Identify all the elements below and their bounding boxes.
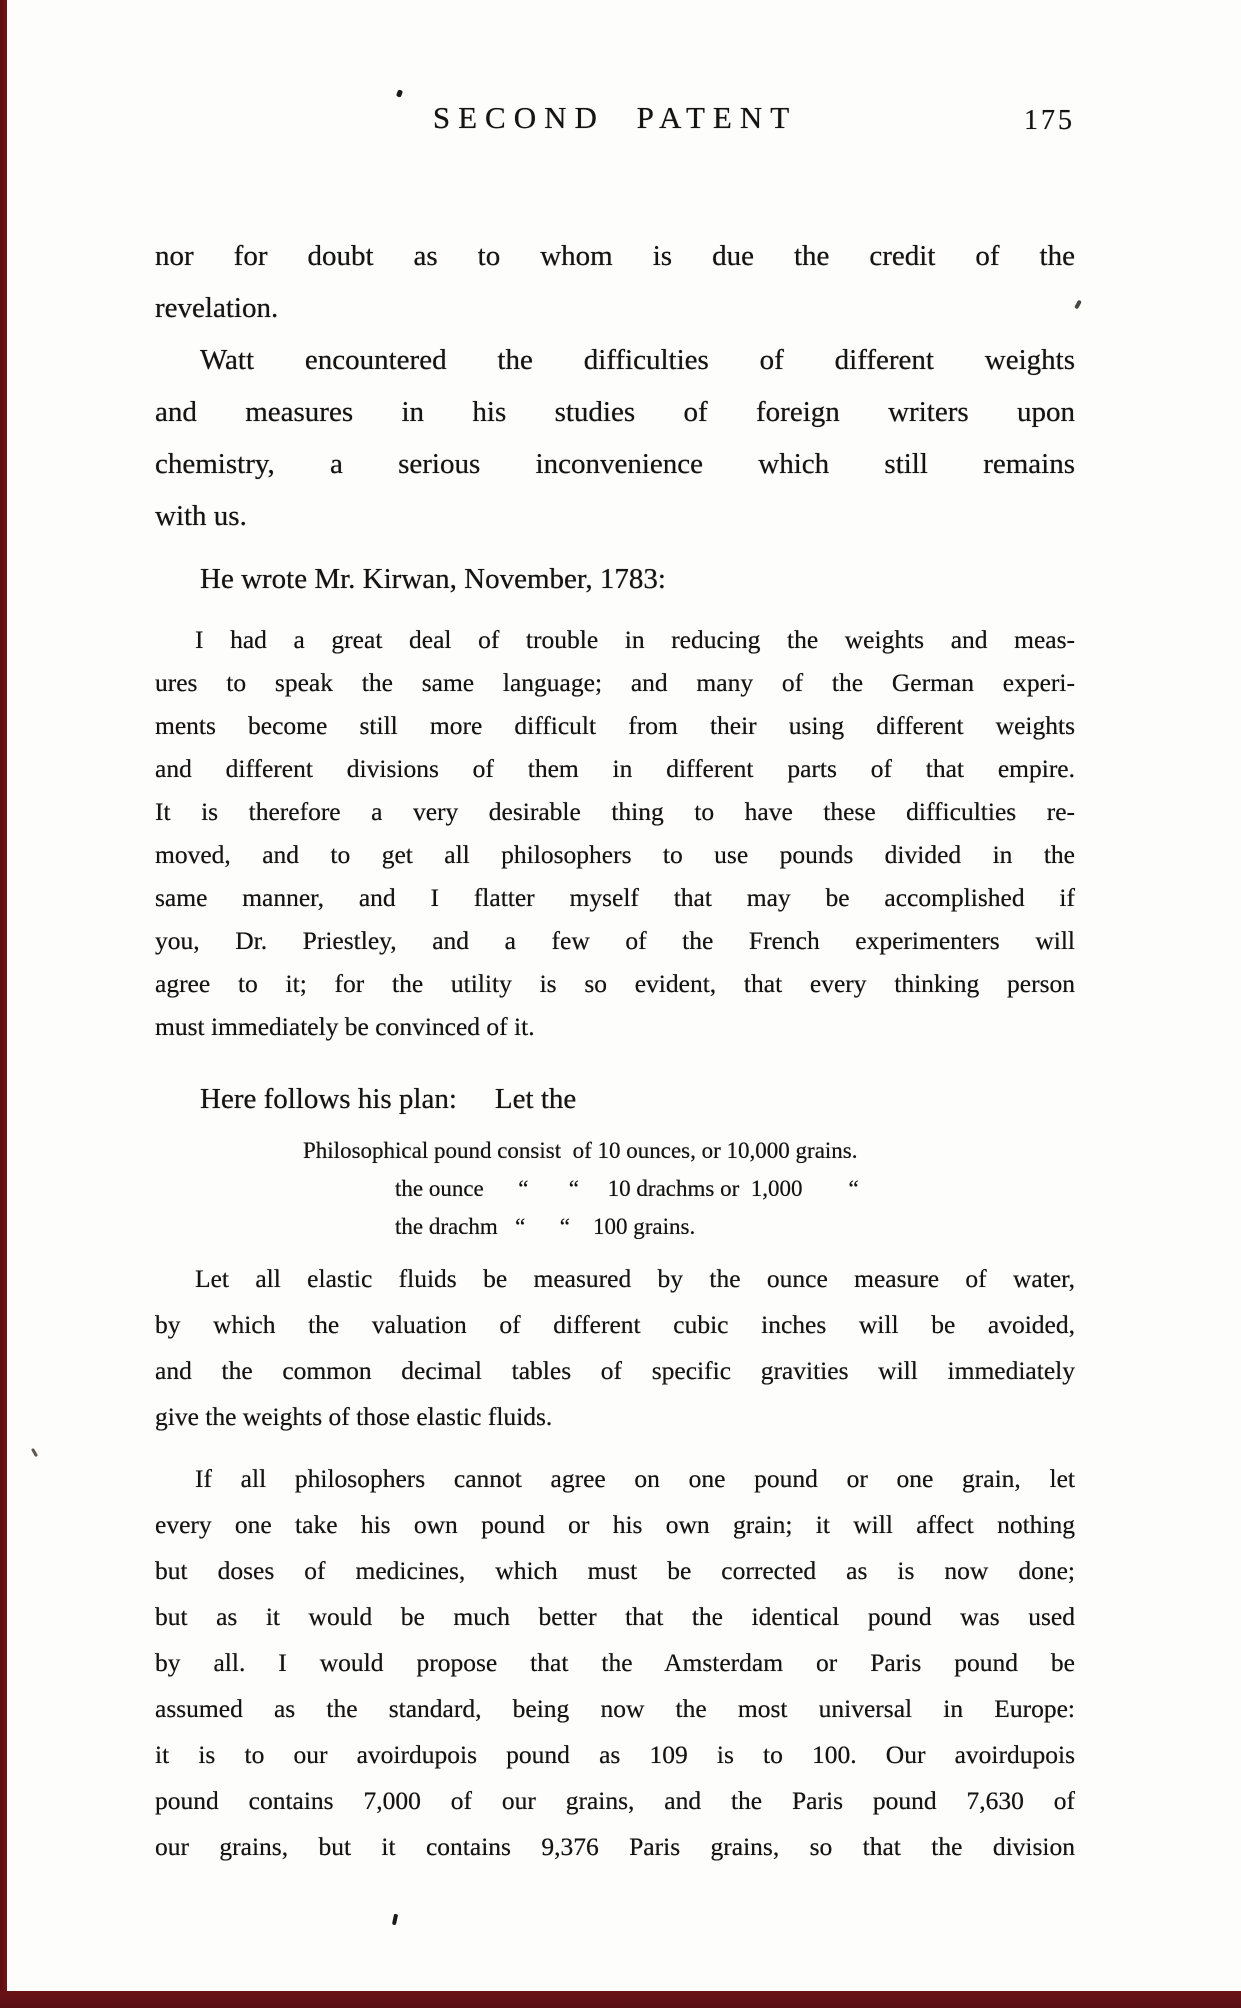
page-title: SECOND PATENT: [432, 100, 798, 135]
plan-row-ounce: the ounce “ “ 10 drachms or 1,000 “: [395, 1176, 859, 1201]
plan-intro-part2: Let the: [494, 1083, 577, 1115]
plan-intro-line: [155, 1073, 1075, 1125]
text-line: pound contains 7,000 of our grains, and the Paris pound 7,630 of: [155, 1786, 1075, 1815]
text-line: but as it would be much better that the identical pound was used: [155, 1602, 1075, 1631]
paragraph-he-wrote: [155, 553, 1075, 605]
plan-intro-part1: Here follows his plan:: [200, 1083, 457, 1115]
text-line: but doses of medicines, which must be corrected as is now done;: [155, 1556, 1075, 1585]
paragraph-philosophers-pound: [155, 1456, 1075, 1870]
text-line: chemistry, a serious inconvenience which still remains: [155, 448, 1075, 480]
text-line: ments become still more difficult from their using different weights: [155, 711, 1075, 740]
running-header: [155, 100, 1075, 146]
text-line: same manner, and I flatter myself that may be accomplished if: [155, 883, 1075, 912]
scan-speck: [1074, 300, 1082, 310]
text-line: agree to it; for the utility is so evident, that every thinking person: [155, 969, 1075, 998]
plan-table: [155, 1132, 1075, 1246]
text-line: It is therefore a very desirable thing to have these difficulties re-: [155, 797, 1075, 826]
plan-row-drachm: the drachm “ “ 100 grains.: [395, 1214, 696, 1239]
text-line: you, Dr. Priestley, and a few of the French experimenters will: [155, 926, 1075, 955]
text-line: Watt encountered the difficulties of different weights: [200, 344, 1075, 376]
text-line: by all. I would propose that the Amsterdam or Paris pound be: [155, 1648, 1075, 1677]
text-line: and the common decimal tables of specific gravities will immediately: [155, 1356, 1075, 1385]
plan-row-pound: Philosophical pound consist of 10 ounces, or 10,000 grains.: [303, 1138, 858, 1163]
book-edge-bottom: [0, 1991, 1241, 2008]
text-line: nor for doubt as to whom is due the credit of the: [155, 240, 1075, 272]
text-line: give the weights of those elastic fluids.: [155, 1402, 553, 1431]
scan-speck: [31, 1448, 38, 1457]
scan-speck: [392, 1914, 398, 1926]
paragraph-continuation: [155, 230, 1075, 334]
text-line: Let all elastic fluids be measured by the ounce measure of water,: [195, 1264, 1075, 1293]
letter-extract: [155, 618, 1075, 1048]
text-line: and measures in his studies of foreign writers upon: [155, 396, 1075, 428]
text-line: and different divisions of them in different parts of that empire.: [155, 754, 1075, 783]
page-number: 175: [1024, 105, 1075, 136]
book-edge-left: [0, 0, 7, 2008]
text-line: our grains, but it contains 9,376 Paris grains, so that the division: [155, 1832, 1075, 1861]
text-line: moved, and to get all philosophers to use pounds divided in the: [155, 840, 1075, 869]
text-line: every one take his own pound or his own grain; it will affect nothing: [155, 1510, 1075, 1539]
text-line: I had a great deal of trouble in reducing the weights and meas-: [195, 625, 1075, 654]
paragraph-watt: [155, 334, 1075, 542]
text-line: [155, 1073, 1075, 1125]
text-line: revelation.: [155, 292, 279, 324]
scan-speck: [396, 89, 403, 97]
text-line: He wrote Mr. Kirwan, November, 1783:: [200, 563, 666, 595]
text-line: with us.: [155, 500, 247, 532]
text-line: it is to our avoirdupois pound as 109 is to 100. Our avoirdupois: [155, 1740, 1075, 1769]
paragraph-elastic-fluids: [155, 1256, 1075, 1440]
text-line: ures to speak the same language; and many of the German experi-: [155, 668, 1075, 697]
text-line: If all philosophers cannot agree on one pound or one grain, let: [195, 1464, 1075, 1493]
text-line: assumed as the standard, being now the most universal in Europe:: [155, 1694, 1075, 1723]
text-line: must immediately be convinced of it.: [155, 1012, 535, 1041]
text-line: by which the valuation of different cubic inches will be avoided,: [155, 1310, 1075, 1339]
